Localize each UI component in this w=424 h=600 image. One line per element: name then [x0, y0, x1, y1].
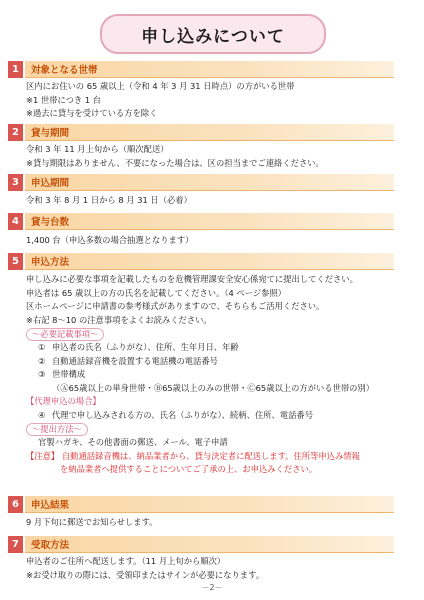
item-text: 自動通話録音機を設置する電話機の電話番号: [52, 355, 218, 366]
list-item: [26, 409, 394, 423]
submit-method-label: ～提出方法～: [26, 423, 88, 436]
household-note: （Ⓐ65歳以上の単身世帯・Ⓑ65歳以上のみの世帯・Ⓒ65歳以上の方がいる世帯の別）: [52, 382, 375, 393]
item-text: 申込者の氏名（ふりがな）、住所、生年月日、年齢: [52, 342, 239, 352]
proxy-label: 【代理申込の場合】: [26, 396, 101, 406]
section-receipt-method: [8, 536, 394, 582]
section-number: 2: [8, 124, 23, 141]
section-heading: 受取方法: [25, 536, 394, 553]
item-number: ④: [38, 409, 46, 420]
section-application-period: [8, 174, 394, 208]
item-text: 世帯構成: [52, 369, 86, 379]
section-heading: 申込期間: [25, 174, 394, 191]
body-line: 1,400 台（申込多数の場合抽選となります）: [26, 235, 194, 245]
list-item: [26, 341, 394, 355]
section-number: 5: [8, 253, 23, 270]
caution-text: 自動通話録音機は、納品業者から、貸与決定者に配送します。住所等申込み情報: [61, 450, 360, 461]
list-item: [26, 355, 394, 369]
item-number: ②: [38, 355, 46, 366]
body-line: ※貸与期限はありません、不要になった場合は、区の担当までご連絡ください。: [26, 157, 324, 168]
submit-methods: 官製ハガキ、その他書面の郵送、メール、電子申請: [38, 437, 228, 447]
body-line: 令和 3 年 8 月 1 日から 8 月 31 日（必着）: [26, 195, 192, 205]
section-heading: 貸与期間: [25, 124, 394, 141]
list-item: [26, 368, 394, 382]
item-text: 代理で申し込みされる方の、氏名（ふりがな）、続柄、住所、電話番号: [52, 409, 314, 420]
caution-text: を納品業者へ提供することについてご了承の上、お申込みください。: [60, 464, 318, 474]
body-line: 9 月下旬に郵送でお知らせします。: [26, 517, 158, 527]
item-number: ①: [38, 342, 46, 352]
body-line: ※右記 8～10 の注意事項をよくお読みください。: [26, 314, 212, 325]
section-application-result: [8, 496, 394, 530]
section-heading: 対象となる世帯: [25, 61, 394, 78]
section-number: 7: [8, 536, 23, 553]
body-line: 区内にお住いの 65 歳以上（令和 4 年 3 月 31 日時点）の方がいる世帯: [26, 81, 295, 91]
required-items-label: ～必要記載事項～: [26, 328, 104, 341]
section-target-households: [8, 61, 394, 121]
page-title: 申し込みについて: [100, 14, 326, 54]
body-line: ※1 世帯につき 1 台: [26, 94, 102, 105]
section-heading: 申込方法: [25, 253, 394, 270]
body-line: 申込者のご住所へ配送します。（11 月上旬から順次）: [26, 556, 226, 566]
section-number: 3: [8, 174, 23, 191]
body-line: 令和 3 年 11 月上旬から（順次配送）: [26, 144, 169, 154]
page-number: －2－: [201, 583, 223, 592]
body-line: 申込者は 65 歳以上の方の氏名を記載してください。（4 ページ参照）: [26, 287, 287, 298]
section-loan-quantity: [8, 213, 394, 248]
section-heading: 貸与台数: [25, 213, 394, 230]
body-line: ※過去に貸与を受けている方を除く: [26, 108, 158, 118]
body-line: 申し込みに必要な事項を記載したものを危機管理課安全安心係宛てに提出してください。: [26, 274, 358, 284]
section-application-method: [8, 253, 394, 477]
section-number: 4: [8, 213, 23, 230]
body-line: 区ホームページに申請書の参考様式がありますので、そちらもご活用ください。: [26, 301, 325, 311]
caution-label: 【注意】: [26, 450, 60, 461]
section-number: 6: [8, 496, 23, 513]
section-heading: 申込結果: [25, 496, 394, 513]
section-number: 1: [8, 61, 23, 78]
section-loan-period: [8, 124, 394, 170]
item-number: ③: [38, 369, 46, 379]
body-line: ※お受け取りの際には、受領印またはサインが必要になります。: [26, 569, 265, 580]
